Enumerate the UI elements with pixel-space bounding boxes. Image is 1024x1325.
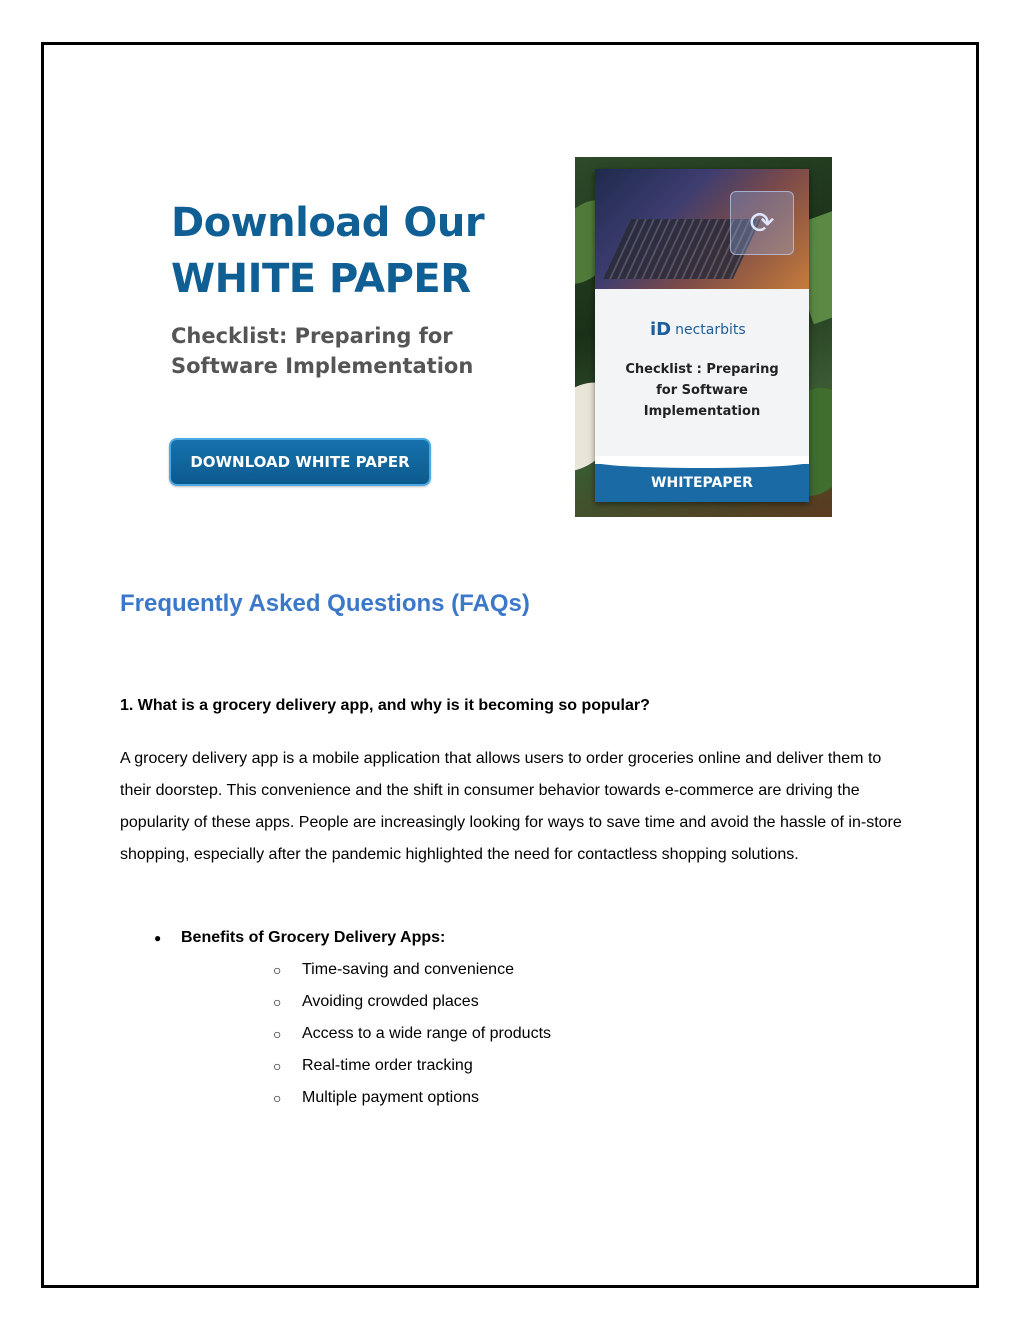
benefit-item-label: Access to a wide range of products — [302, 1025, 552, 1042]
hollow-bullet-icon: ○ — [273, 994, 282, 1010]
faq-question-1: 1. What is a grocery delivery app, and why is it becoming so popular? — [120, 697, 650, 714]
benefits-list — [120, 922, 551, 1114]
white-paper-cover-image[interactable] — [575, 157, 832, 517]
benefit-item — [181, 1082, 551, 1114]
cover-title-line-3: Implementation — [643, 404, 761, 419]
promo-heading — [171, 195, 484, 307]
cover-title-line-1: Checklist : Preparing — [625, 362, 779, 377]
cover-footer-text: WHITEPAPER — [651, 475, 753, 491]
sync-icon: ⟳ — [730, 191, 794, 255]
benefits-list-item — [120, 922, 551, 1114]
hollow-bullet-icon: ○ — [273, 962, 282, 978]
cover-card — [595, 169, 809, 502]
benefit-item — [181, 1018, 551, 1050]
promo-heading-line-1: Download Our — [171, 200, 485, 246]
cover-title-line-2: for Software — [656, 383, 748, 398]
promo-subtitle-line-1: Checklist: Preparing for — [171, 324, 453, 348]
promo-subtitle-line-2: Software Implementation — [171, 354, 474, 378]
benefit-item-label: Time-saving and convenience — [302, 961, 514, 978]
brand-logo-icon: iD — [650, 319, 672, 340]
cover-title — [595, 359, 809, 422]
benefit-item-label: Avoiding crowded places — [302, 993, 479, 1010]
brand-logo — [650, 319, 746, 340]
benefit-item-label: Real-time order tracking — [302, 1057, 473, 1074]
hollow-bullet-icon: ○ — [273, 1090, 282, 1106]
benefits-sub-list — [181, 954, 551, 1114]
promo-heading-line-2: WHITE PAPER — [171, 256, 471, 302]
faq-heading: Frequently Asked Questions (FAQs) — [120, 590, 530, 617]
laptop-photo — [595, 169, 809, 289]
promo-subtitle — [171, 321, 473, 381]
benefit-item — [181, 1050, 551, 1082]
benefit-item — [181, 986, 551, 1018]
filled-bullet-icon: ● — [154, 931, 162, 945]
benefit-item — [181, 954, 551, 986]
hollow-bullet-icon: ○ — [273, 1058, 282, 1074]
hollow-bullet-icon: ○ — [273, 1026, 282, 1042]
faq-answer-1: A grocery delivery app is a mobile application that allows users to order groceries online and deliver them to their doorstep. This convenience and the shift in consumer behavior towards e-commerce are driving the popularity of these apps. People are increasingly looking for ways to save time and avoid the hassle of in-store shopping, especially after the pandemic highlighted the need for contactless shopping solutions. — [120, 750, 902, 863]
brand-name: nectarbits — [675, 321, 746, 338]
benefits-title: Benefits of Grocery Delivery Apps: — [181, 929, 446, 946]
download-white-paper-button[interactable]: DOWNLOAD WHITE PAPER — [169, 438, 431, 486]
benefit-item-label: Multiple payment options — [302, 1089, 479, 1106]
cover-footer-label — [595, 464, 809, 502]
white-paper-banner — [120, 155, 905, 520]
